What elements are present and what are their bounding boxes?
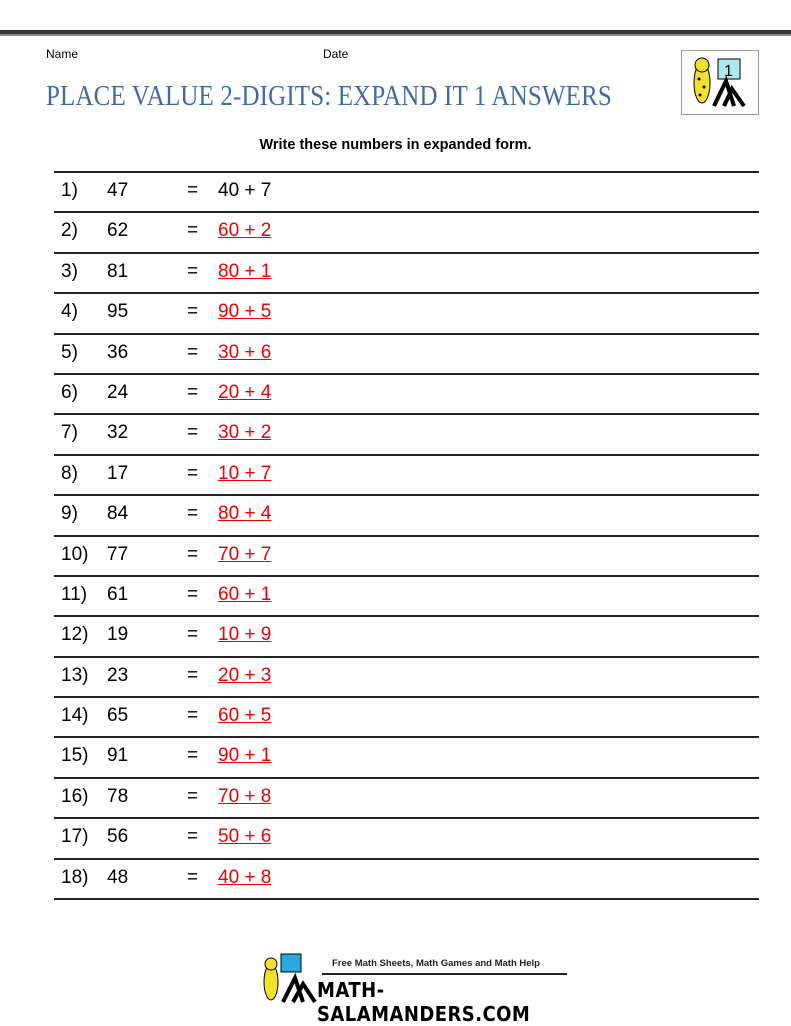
equals-sign: = — [187, 624, 199, 646]
problem-number: 6) — [61, 381, 78, 403]
equals-sign: = — [187, 462, 199, 484]
equals-sign: = — [187, 220, 199, 242]
problem-value: 17 — [107, 462, 129, 484]
problem-value: 84 — [107, 503, 129, 525]
problem-answer: 60 + 1 — [218, 583, 272, 605]
problem-number: 10) — [61, 543, 89, 565]
problem-number: 7) — [61, 422, 78, 444]
problem-row — [54, 658, 759, 698]
equals-sign: = — [187, 583, 199, 605]
problem-value: 78 — [107, 785, 129, 807]
name-label: Name — [46, 47, 79, 61]
problem-answer: 70 + 8 — [218, 785, 272, 807]
equals-sign: = — [187, 341, 199, 363]
problem-value: 62 — [107, 220, 129, 242]
problem-value: 47 — [107, 180, 129, 201]
instructions: Write these numbers in expanded form. — [259, 137, 532, 153]
problem-value: 32 — [107, 422, 129, 444]
equals-sign: = — [187, 785, 199, 807]
problem-row — [54, 173, 759, 213]
problem-answer: 60 + 5 — [218, 705, 272, 727]
equals-sign: = — [187, 503, 199, 525]
problem-number: 11) — [61, 583, 88, 605]
problem-answer: 40 + 7 — [218, 180, 272, 201]
problem-row — [54, 819, 759, 859]
problem-number: 14) — [61, 705, 89, 727]
problem-row — [54, 698, 759, 738]
problem-number: 1) — [61, 180, 78, 201]
problem-value: 65 — [107, 705, 129, 727]
problem-answer: 70 + 7 — [218, 543, 272, 565]
equals-sign: = — [187, 705, 199, 727]
problem-row — [54, 537, 759, 577]
problem-number: 8) — [61, 462, 78, 484]
equals-sign: = — [187, 422, 199, 444]
problem-number: 13) — [61, 664, 89, 686]
problem-answer: 30 + 2 — [218, 422, 272, 444]
problem-number: 3) — [61, 260, 78, 282]
logo-number: 1 — [724, 63, 733, 80]
equals-sign: = — [187, 826, 199, 848]
problem-number: 12) — [61, 624, 89, 646]
problem-row — [54, 860, 759, 900]
equals-sign: = — [187, 664, 199, 686]
equals-sign: = — [187, 381, 199, 403]
footer-logo — [257, 950, 567, 1026]
problem-row — [54, 415, 759, 455]
page-title: PLACE VALUE 2-DIGITS: EXPAND IT 1 ANSWERS — [46, 80, 612, 112]
salamander-icon — [257, 950, 317, 1006]
problem-row — [54, 779, 759, 819]
footer-divider — [322, 973, 567, 975]
top-border — [0, 30, 791, 36]
problem-number: 18) — [61, 866, 89, 888]
problem-value: 91 — [107, 745, 129, 767]
problem-row — [54, 617, 759, 657]
problem-row — [54, 496, 759, 536]
problem-value: 24 — [107, 381, 129, 403]
equals-sign: = — [187, 260, 199, 282]
problem-value: 61 — [107, 583, 129, 605]
problem-number: 16) — [61, 785, 89, 807]
problem-value: 77 — [107, 543, 129, 565]
problem-number: 15) — [61, 745, 89, 767]
footer-site-name: MATH-SALAMANDERS.COM — [317, 978, 531, 1026]
problem-value: 23 — [107, 664, 129, 686]
equals-sign: = — [187, 301, 199, 323]
problem-row — [54, 335, 759, 375]
problem-number: 4) — [61, 301, 78, 323]
problem-value: 56 — [107, 826, 129, 848]
problem-answer: 50 + 6 — [218, 826, 272, 848]
problem-answer: 80 + 4 — [218, 503, 272, 525]
problem-row — [54, 738, 759, 778]
problem-number: 2) — [61, 220, 78, 242]
equals-sign: = — [187, 180, 199, 201]
problem-number: 5) — [61, 341, 78, 363]
problem-row — [54, 213, 759, 253]
problem-value: 19 — [107, 624, 129, 646]
problem-answer: 30 + 6 — [218, 341, 272, 363]
problem-answer: 80 + 1 — [218, 260, 272, 282]
problem-answer: 20 + 3 — [218, 664, 272, 686]
problem-value: 48 — [107, 866, 129, 888]
problem-list — [54, 171, 759, 900]
salamander-logo — [681, 50, 759, 115]
problem-row — [54, 294, 759, 334]
problem-value: 81 — [107, 260, 129, 282]
problem-row — [54, 456, 759, 496]
equals-sign: = — [187, 543, 199, 565]
problem-number: 17) — [61, 826, 89, 848]
footer-tagline: Free Math Sheets, Math Games and Math Help — [332, 958, 540, 969]
equals-sign: = — [187, 745, 199, 767]
equals-sign: = — [187, 866, 199, 888]
problem-value: 95 — [107, 301, 129, 323]
problem-answer: 10 + 7 — [218, 462, 272, 484]
problem-answer: 40 + 8 — [218, 866, 272, 888]
problem-answer: 10 + 9 — [218, 624, 272, 646]
problem-answer: 60 + 2 — [218, 220, 272, 242]
problem-row — [54, 577, 759, 617]
problem-answer: 90 + 1 — [218, 745, 272, 767]
problem-row — [54, 375, 759, 415]
date-label: Date — [323, 47, 349, 61]
problem-number: 9) — [61, 503, 78, 525]
problem-row — [54, 254, 759, 294]
problem-answer: 90 + 5 — [218, 301, 272, 323]
problem-value: 36 — [107, 341, 129, 363]
problem-answer: 20 + 4 — [218, 381, 272, 403]
